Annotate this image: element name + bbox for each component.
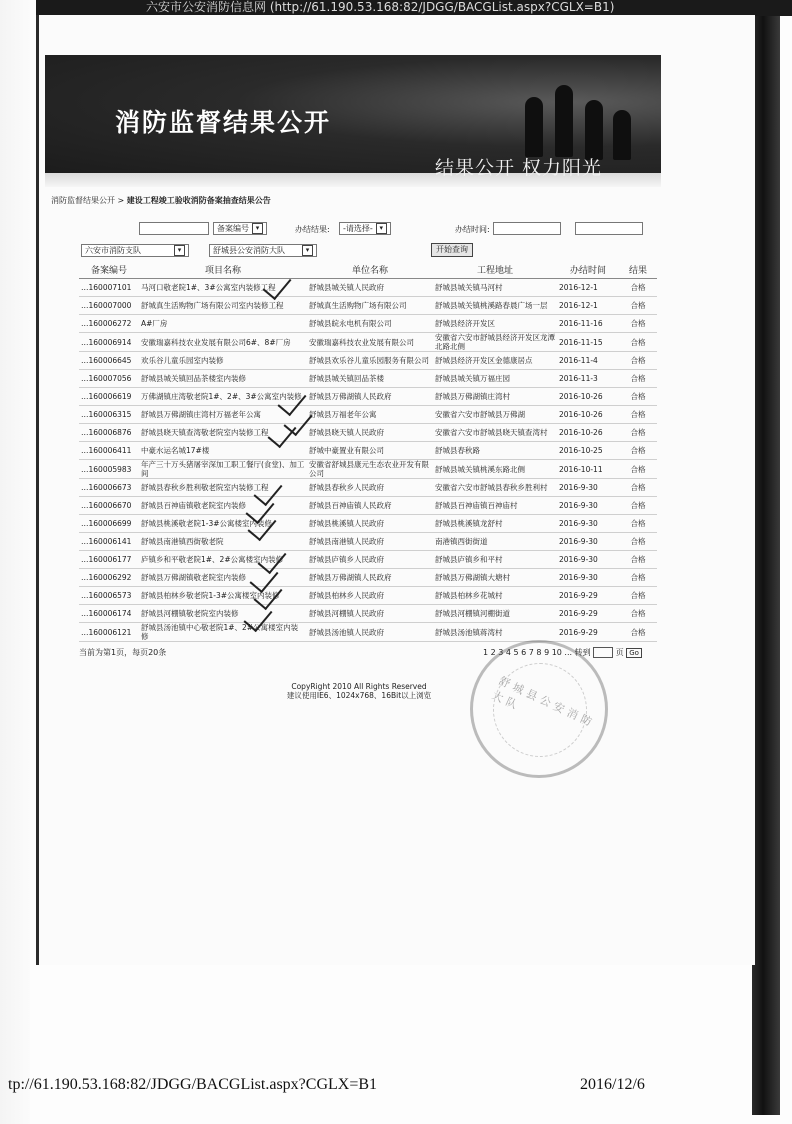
cell-record-no: …160006174 xyxy=(79,605,139,623)
result-select-value: -请选择- xyxy=(343,224,373,233)
table-row xyxy=(79,605,657,623)
keyword-input[interactable] xyxy=(139,222,209,235)
cell-address: 南港镇西街街道 xyxy=(433,533,557,551)
cell-record-no: …160006645 xyxy=(79,352,139,370)
chevron-down-icon: ▾ xyxy=(302,245,313,256)
scan-edge-left xyxy=(0,0,30,1124)
cell-record-no: …160007101 xyxy=(79,279,139,297)
org-select-value: 六安市消防支队 xyxy=(85,246,141,255)
cell-date: 2016-11-15 xyxy=(557,333,619,352)
cell-record-no: …160006272 xyxy=(79,315,139,333)
page-number-input[interactable] xyxy=(593,647,613,658)
cell-record-no: …160006141 xyxy=(79,533,139,551)
cell-result: 合格 xyxy=(619,460,657,479)
table-row xyxy=(79,515,657,533)
cell-result: 合格 xyxy=(619,515,657,533)
date-end-input[interactable] xyxy=(575,222,643,235)
cell-address: 舒城县万佛湖镇大塘村 xyxy=(433,569,557,587)
banner-figure-icon xyxy=(613,110,631,160)
cell-project-name[interactable]: 舒城真生活购物广场有限公司室内装修工程 xyxy=(139,297,307,315)
cell-address: 舒城县春秋路 xyxy=(433,442,557,460)
cell-project-name[interactable]: 舒城县河棚镇敬老院室内装修 xyxy=(139,605,307,623)
web-page xyxy=(36,15,755,965)
print-header-title: 六安市公安消防信息网 (http://61.190.53.168:82/JDGG/BACGList.aspx?CGLX=B1) xyxy=(36,0,792,16)
pager-pages[interactable]: 1 2 3 4 5 6 7 8 9 10 ... xyxy=(483,648,573,657)
chevron-down-icon: ▾ xyxy=(174,245,185,256)
table-row xyxy=(79,551,657,569)
print-footer-date: 2016/12/6 xyxy=(580,1076,645,1093)
cell-address: 舒城县城关镇万福庄园 xyxy=(433,370,557,388)
breadcrumb-current: 建设工程竣工验收消防备案抽查结果公告 xyxy=(126,196,271,205)
chevron-down-icon: ▾ xyxy=(252,223,263,234)
cell-date: 2016-12-1 xyxy=(557,279,619,297)
cell-project-name[interactable]: 舒城县桃溪敬老院1-3#公寓楼室内装修 xyxy=(139,515,307,533)
cell-result: 合格 xyxy=(619,424,657,442)
cell-result: 合格 xyxy=(619,551,657,569)
date-start-input[interactable] xyxy=(493,222,561,235)
search-filters xyxy=(79,218,659,258)
cell-address: 舒城县万佛湖镇庄湾村 xyxy=(433,388,557,406)
cell-project-name[interactable]: A#厂房 xyxy=(139,315,307,333)
cell-date: 2016-9-30 xyxy=(557,569,619,587)
breadcrumb xyxy=(51,195,271,206)
cell-date: 2016-10-26 xyxy=(557,406,619,424)
cell-project-name[interactable]: 年产三十万头猪屠宰深加工职工餐厅(食堂)、加工间 xyxy=(139,460,307,479)
breadcrumb-section[interactable]: 消防监督结果公开 xyxy=(51,196,115,205)
cell-unit-name: 舒城真生活购物广场有限公司 xyxy=(307,297,433,315)
cell-project-name[interactable]: 舒城县晓天镇查湾敬老院室内装修工程 xyxy=(139,424,307,442)
cell-date: 2016-9-30 xyxy=(557,551,619,569)
cell-result: 合格 xyxy=(619,333,657,352)
pager-page-unit: 页 xyxy=(615,648,624,657)
browser-advice-text: 建议使用IE6、1024x768、16Bit以上浏览 xyxy=(286,691,432,700)
table-row xyxy=(79,406,657,424)
table-row xyxy=(79,533,657,551)
site-footer xyxy=(259,682,459,700)
cell-result: 合格 xyxy=(619,442,657,460)
cell-date: 2016-9-30 xyxy=(557,533,619,551)
table-row xyxy=(79,479,657,497)
cell-result: 合格 xyxy=(619,623,657,642)
cell-unit-name: 舒城县汤池镇人民政府 xyxy=(307,623,433,642)
table-row xyxy=(79,333,657,352)
cell-date: 2016-9-30 xyxy=(557,479,619,497)
cell-record-no: …160007000 xyxy=(79,297,139,315)
cell-address: 舒城县河棚镇河棚街道 xyxy=(433,605,557,623)
cell-date: 2016-9-29 xyxy=(557,587,619,605)
cell-project-name[interactable]: 舒城县汤池镇中心敬老院1#、2#公寓楼室内装修 xyxy=(139,623,307,642)
cell-address: 安徽省六安市舒城县万佛湖 xyxy=(433,406,557,424)
results-table xyxy=(79,260,657,642)
cell-date: 2016-10-11 xyxy=(557,460,619,479)
cell-record-no: …160006619 xyxy=(79,388,139,406)
cell-unit-name: 舒城县万佛湖镇人民政府 xyxy=(307,388,433,406)
cell-date: 2016-11-4 xyxy=(557,352,619,370)
cell-address: 舒城县城关镇桃溪东路北侧 xyxy=(433,460,557,479)
cell-address: 舒城县柏林乡花城村 xyxy=(433,587,557,605)
cell-address: 舒城县经济开发区 xyxy=(433,315,557,333)
cell-address: 舒城县经济开发区金德康居点 xyxy=(433,352,557,370)
cell-project-name[interactable]: 万佛湖镇庄湾敬老院1#、2#、3#公寓室内装修 xyxy=(139,388,307,406)
go-button[interactable]: Go xyxy=(626,648,642,658)
cell-project-name[interactable]: 舒城县南港镇西街敬老院 xyxy=(139,533,307,551)
cell-result: 合格 xyxy=(619,605,657,623)
print-footer-url: tp://61.190.53.168:82/JDGG/BACGList.aspx?CGLX=B1 xyxy=(8,1076,378,1093)
cell-result: 合格 xyxy=(619,569,657,587)
search-type-select[interactable] xyxy=(213,222,267,235)
cell-date: 2016-9-29 xyxy=(557,623,619,642)
org-select[interactable] xyxy=(81,244,189,257)
date-label: 办结时间: xyxy=(455,225,490,234)
site-banner xyxy=(45,55,661,187)
cell-record-no: …160006876 xyxy=(79,424,139,442)
cell-project-name[interactable]: 舒城县柏林乡敬老院1-3#公寓楼室内装修 xyxy=(139,587,307,605)
breadcrumb-separator: > xyxy=(117,196,125,205)
cell-unit-name: 舒城县南港镇人民政府 xyxy=(307,533,433,551)
cell-record-no: …160006670 xyxy=(79,497,139,515)
cell-result: 合格 xyxy=(619,297,657,315)
cell-date: 2016-10-26 xyxy=(557,424,619,442)
pager-summary: 当前为第1页，每页20条 xyxy=(79,648,167,657)
table-row xyxy=(79,279,657,297)
cell-address: 安徽省六安市舒城县春秋乡胜利村 xyxy=(433,479,557,497)
official-seal xyxy=(470,640,608,778)
cell-record-no: …160006411 xyxy=(79,442,139,460)
table-row xyxy=(79,370,657,388)
cell-address: 舒城县城关镇桃溪路春晨广场一层 xyxy=(433,297,557,315)
cell-unit-name: 舒城县晓天镇人民政府 xyxy=(307,424,433,442)
chevron-down-icon: ▾ xyxy=(376,223,387,234)
table-row xyxy=(79,442,657,460)
table-row xyxy=(79,497,657,515)
cell-project-name[interactable]: 马河口敬老院1#、3#公寓室内装修工程 xyxy=(139,279,307,297)
cell-project-name[interactable]: 欢乐谷儿童乐园室内装修 xyxy=(139,352,307,370)
banner-figure-icon xyxy=(525,97,543,157)
cell-date: 2016-9-30 xyxy=(557,497,619,515)
cell-record-no: …160007056 xyxy=(79,370,139,388)
cell-project-name[interactable]: 舒城县万佛湖镇敬老院室内装修 xyxy=(139,569,307,587)
cell-unit-name: 舒城县春秋乡人民政府 xyxy=(307,479,433,497)
cell-record-no: …160006177 xyxy=(79,551,139,569)
cell-record-no: …160006292 xyxy=(79,569,139,587)
table-header-row xyxy=(79,260,657,279)
cell-project-name[interactable]: 舒城县万佛湖镇庄湾村万福老年公寓 xyxy=(139,406,307,424)
copyright-text: CopyRight 2010 All Rights Reserved xyxy=(291,682,427,691)
cell-unit-name: 舒城县庐镇乡人民政府 xyxy=(307,551,433,569)
cell-project-name[interactable]: 中豪水运名城17#楼 xyxy=(139,442,307,460)
cell-unit-name: 舒城县欢乐谷儿童乐园服务有限公司 xyxy=(307,352,433,370)
table-row xyxy=(79,424,657,442)
table-row xyxy=(79,460,657,479)
cell-address: 舒城县城关镇马河村 xyxy=(433,279,557,297)
scan-edge-right xyxy=(752,15,780,1115)
cell-unit-name: 舒城县万福老年公寓 xyxy=(307,406,433,424)
cell-unit-name: 安徽瑞嘉科技农业发展有限公司 xyxy=(307,333,433,352)
banner-figure-icon xyxy=(555,85,573,157)
cell-result: 合格 xyxy=(619,479,657,497)
header-result: 结果 xyxy=(619,260,657,279)
table-row xyxy=(79,623,657,642)
cell-result: 合格 xyxy=(619,279,657,297)
cell-unit-name: 舒城县万佛湖镇人民政府 xyxy=(307,569,433,587)
cell-date: 2016-9-30 xyxy=(557,515,619,533)
banner-figure-icon xyxy=(585,100,603,160)
banner-slogan: 结果公开 权力阳光 xyxy=(435,157,603,179)
cell-result: 合格 xyxy=(619,406,657,424)
header-date: 办结时间 xyxy=(557,260,619,279)
search-type-value: 备案编号 xyxy=(217,224,249,233)
header-record-no: 备案编号 xyxy=(79,260,139,279)
cell-unit-name: 舒城县柏林乡人民政府 xyxy=(307,587,433,605)
pager-goto-label: 转到 xyxy=(574,648,591,657)
cell-result: 合格 xyxy=(619,388,657,406)
cell-project-name[interactable]: 舒城县百神庙镇敬老院室内装修 xyxy=(139,497,307,515)
cell-address: 安徽省六安市舒城县经济开发区龙潭北路北侧 xyxy=(435,333,555,351)
header-unit: 单位名称 xyxy=(307,260,433,279)
cell-record-no: …160006914 xyxy=(79,333,139,352)
cell-address: 舒城县桃溪镇龙舒村 xyxy=(433,515,557,533)
table-row xyxy=(79,315,657,333)
cell-unit-name: 舒城县皖永电机有限公司 xyxy=(307,315,433,333)
cell-address: 舒城县百神庙镇百神庙村 xyxy=(433,497,557,515)
cell-record-no: …160006699 xyxy=(79,515,139,533)
cell-unit-name: 舒城中豪置业有限公司 xyxy=(307,442,433,460)
cell-date: 2016-11-3 xyxy=(557,370,619,388)
result-select[interactable] xyxy=(339,222,391,235)
cell-date: 2016-10-26 xyxy=(557,388,619,406)
cell-record-no: …160005983 xyxy=(79,460,139,479)
cell-result: 合格 xyxy=(619,315,657,333)
cell-address: 舒城县汤池镇蒋湾村 xyxy=(433,623,557,642)
cell-date: 2016-12-1 xyxy=(557,297,619,315)
unit-select-value: 舒城县公安消防大队 xyxy=(213,246,285,255)
cell-address: 安徽省六安市舒城县晓天镇查湾村 xyxy=(433,424,557,442)
result-label: 办结结果: xyxy=(295,225,330,234)
cell-project-name[interactable]: 舒城县城关镇回品茶楼室内装修 xyxy=(139,370,307,388)
cell-address: 舒城县庐镇乡和平村 xyxy=(433,551,557,569)
cell-project-name[interactable]: 舒城县春秋乡胜利敬老院室内装修工程 xyxy=(139,479,307,497)
cell-project-name[interactable]: 庐镇乡和平敬老院1#、2#公寓楼室内装修 xyxy=(139,551,307,569)
cell-record-no: …160006673 xyxy=(79,479,139,497)
header-project: 项目名称 xyxy=(139,260,307,279)
seal-text: 舒城县公安消防大队 xyxy=(490,674,598,731)
cell-unit-name: 舒城县城关镇回品茶楼 xyxy=(307,370,433,388)
table-row xyxy=(79,352,657,370)
header-address: 工程地址 xyxy=(433,260,557,279)
cell-record-no: …160006315 xyxy=(79,406,139,424)
cell-result: 合格 xyxy=(619,352,657,370)
table-row xyxy=(79,297,657,315)
cell-result: 合格 xyxy=(619,587,657,605)
table-row xyxy=(79,569,657,587)
unit-select[interactable] xyxy=(209,244,317,257)
cell-date: 2016-11-16 xyxy=(557,315,619,333)
cell-record-no: …160006121 xyxy=(79,623,139,642)
cell-result: 合格 xyxy=(619,370,657,388)
banner-title: 消防监督结果公开 xyxy=(115,108,332,137)
cell-unit-name: 舒城县桃溪镇人民政府 xyxy=(307,515,433,533)
cell-result: 合格 xyxy=(619,533,657,551)
table-row xyxy=(79,388,657,406)
table-row xyxy=(79,587,657,605)
cell-date: 2016-10-25 xyxy=(557,442,619,460)
cell-unit-name: 安徽省舒城县康元生态农业开发有限公司 xyxy=(307,460,433,479)
cell-result: 合格 xyxy=(619,497,657,515)
cell-unit-name: 舒城县城关镇人民政府 xyxy=(307,279,433,297)
cell-project-name[interactable]: 安徽瑞嘉科技农业发展有限公司6#、8#厂房 xyxy=(139,333,307,352)
cell-record-no: …160006573 xyxy=(79,587,139,605)
cell-unit-name: 舒城县百神庙镇人民政府 xyxy=(307,497,433,515)
results-body xyxy=(79,279,657,642)
cell-unit-name: 舒城县河棚镇人民政府 xyxy=(307,605,433,623)
search-button[interactable]: 开始查询 xyxy=(431,243,473,257)
cell-date: 2016-9-29 xyxy=(557,605,619,623)
